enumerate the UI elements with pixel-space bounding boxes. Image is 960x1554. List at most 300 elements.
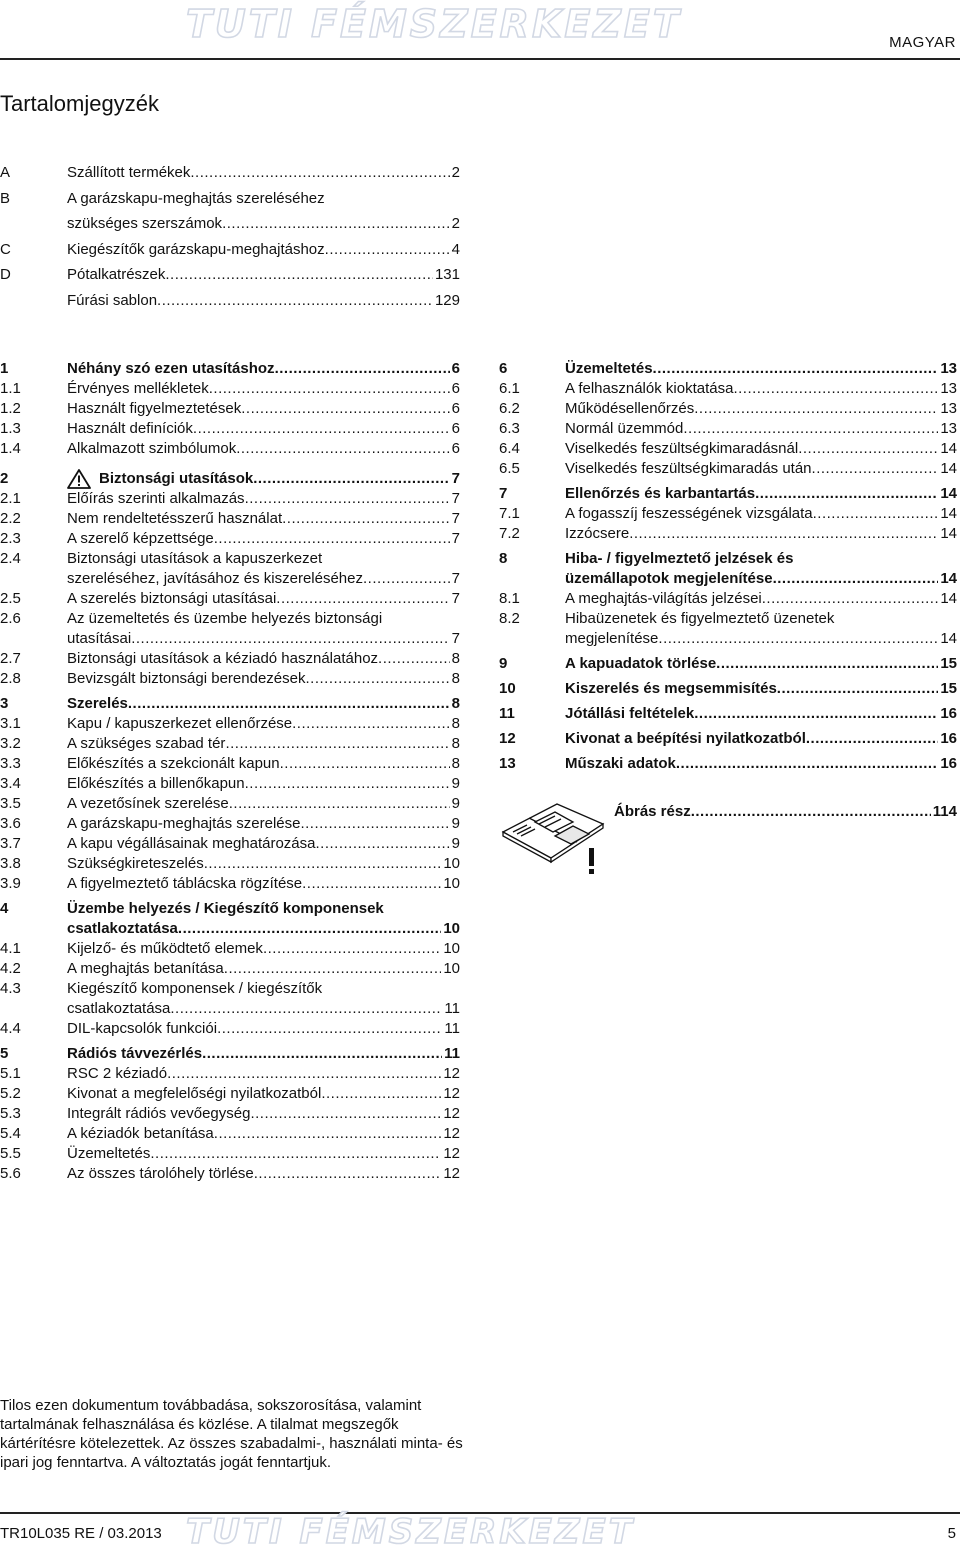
dot-leader	[321, 1084, 441, 1104]
dot-leader	[683, 419, 938, 439]
dot-leader	[733, 379, 938, 399]
toc-entry	[0, 649, 460, 669]
toc-entry-title: Integrált rádiós vevőegység	[67, 1105, 251, 1122]
dot-leader	[762, 589, 939, 609]
toc-entry	[0, 529, 460, 549]
toc-entry-title: Biztonsági utasítások	[99, 470, 254, 487]
toc-entry-title: A felhasználók kioktatása	[565, 380, 734, 397]
dot-leader	[128, 694, 450, 714]
toc-entry-title: Előkészítés a billenőkapun	[67, 775, 245, 792]
toc-entry-title: Üzemeltetés	[565, 360, 653, 377]
toc-entry-number: C	[0, 240, 11, 258]
toc-entry-page: 8	[451, 715, 460, 732]
toc-entry-number: 3	[0, 695, 9, 712]
toc-entry	[499, 704, 957, 724]
toc-entry-title: Az üzemeltetés és üzembe helyezés biztonsági	[67, 610, 383, 627]
toc-entry	[0, 549, 460, 589]
toc-entry-number: 4.1	[0, 940, 21, 957]
toc-entry-number: 5.2	[0, 1085, 21, 1102]
warning-triangle-icon	[67, 469, 91, 489]
dot-leader	[378, 649, 450, 669]
toc-entry-number: 5.3	[0, 1105, 21, 1122]
dot-leader	[263, 939, 441, 959]
toc-entry-number: 6.2	[499, 400, 520, 417]
toc-entry-number: 3.4	[0, 775, 21, 792]
dot-leader	[241, 399, 449, 419]
dot-leader	[245, 489, 450, 509]
toc-entry-number: 8	[499, 550, 508, 567]
toc-entry-number: B	[0, 189, 11, 207]
toc-entry-title: Rádiós távvezérlés	[67, 1045, 203, 1062]
toc-entry	[499, 729, 957, 749]
toc-entry-title: Használt definíciók	[67, 420, 193, 437]
figure-section-book-icon	[499, 796, 609, 878]
toc-entry-page: 8	[451, 735, 460, 752]
toc-entry-title: Az összes tárolóhely törlése	[67, 1165, 254, 1182]
toc-entry-number: 4	[0, 900, 9, 917]
toc-entry	[0, 1164, 460, 1184]
toc-entry-page: 9	[451, 795, 460, 812]
toc-entry-title: Kivonat a megfelelőségi nyilatkozatból	[67, 1085, 322, 1102]
toc-right-column	[499, 359, 957, 774]
toc-entry-title: Néhány szó ezen utasításhoz	[67, 360, 275, 377]
toc-entry	[0, 1144, 460, 1164]
toc-entry-number: 6.4	[499, 440, 520, 457]
toc-entry-page: 8	[451, 670, 460, 687]
toc-entry-page: 14	[940, 460, 957, 477]
toc-entry-title: A fogasszíj feszességének vizsgálata	[565, 505, 813, 522]
toc-entry-page: 12	[443, 1125, 460, 1142]
toc-entry	[0, 834, 460, 854]
dot-leader	[325, 237, 450, 263]
toc-entry-title: A kéziadók betanítása	[67, 1125, 214, 1142]
toc-entry-title: megjelenítése	[565, 630, 659, 647]
toc-entry	[499, 609, 957, 649]
toc-entry-title: Jótállási feltételek	[565, 705, 695, 722]
toc-entry-page: 6	[451, 440, 460, 457]
figure-section-entry	[614, 802, 957, 822]
language-label: MAGYAR	[889, 34, 956, 51]
toc-entry-number: A	[0, 164, 11, 181]
toc-entry	[0, 754, 460, 774]
dot-leader	[629, 524, 938, 544]
toc-entry-title: Kivonat a beépítési nyilatkozatból	[565, 730, 806, 747]
toc-entry	[0, 1019, 460, 1039]
toc-entry-page: 129	[434, 291, 460, 309]
toc-entry-number: 6.3	[499, 420, 520, 437]
header-rule	[0, 58, 960, 60]
toc-entry-title: Nem rendeltetésszerű használat	[67, 510, 283, 527]
toc-entry-number: 3.2	[0, 735, 21, 752]
toc-entry-number: 1.1	[0, 380, 21, 397]
toc-entry-page: 11	[444, 1045, 460, 1062]
dot-leader	[363, 569, 450, 589]
dot-leader	[214, 529, 450, 549]
dot-leader	[302, 874, 441, 894]
toc-entry-title: A szerelő képzettsége	[67, 530, 214, 547]
toc-entry-title: Kiegészítő komponensek / kiegészítők	[67, 980, 323, 997]
toc-entry-page: 14	[940, 570, 957, 587]
toc-entry	[499, 484, 957, 504]
dot-leader	[165, 262, 433, 288]
toc-entry-number: 2.4	[0, 550, 21, 567]
dot-leader	[131, 629, 449, 649]
toc-entry-title: Pótalkatrészek	[67, 266, 166, 283]
toc-entry-number: 2.2	[0, 510, 21, 527]
toc-entry-title: Biztonsági utasítások a kéziadó használatához	[67, 650, 379, 667]
toc-entry-number: 8.1	[499, 590, 520, 607]
watermark-bottom: TUTI FÉMSZERKEZET	[186, 1512, 635, 1552]
toc-entry-page: 16	[940, 730, 957, 747]
toc-entry-page: 6	[451, 360, 460, 377]
toc-left-column	[0, 359, 460, 1184]
dot-leader	[316, 834, 450, 854]
toc-entry	[0, 874, 460, 894]
dot-leader	[253, 469, 449, 489]
dot-leader	[694, 399, 938, 419]
toc-entry-page: 14	[940, 485, 957, 502]
dot-leader	[676, 754, 938, 774]
dot-leader	[773, 569, 939, 589]
toc-entry-page: 10	[443, 960, 460, 977]
dot-leader	[300, 814, 449, 834]
toc-entry-title: RSC 2 kéziadó	[67, 1065, 168, 1082]
toc-entry-number: 3.6	[0, 815, 21, 832]
dot-leader	[202, 1044, 442, 1064]
toc-entry	[0, 939, 460, 959]
toc-entry-title: Előkészítés a szekcionált kapun	[67, 755, 280, 772]
toc-entry-number: 3.7	[0, 835, 21, 852]
toc-entry-number: 2.3	[0, 530, 21, 547]
toc-entry	[0, 489, 460, 509]
toc-entry-page: 15	[940, 655, 957, 672]
toc-entry-number: 13	[499, 755, 516, 772]
toc-entry-title: Kijelző- és működtető elemek	[67, 940, 263, 957]
toc-entry	[0, 959, 460, 979]
toc-entry-number: 5.5	[0, 1145, 21, 1162]
toc-entry-title: DIL-kapcsolók funkciói	[67, 1020, 218, 1037]
toc-entry-page: 12	[443, 1145, 460, 1162]
watermark-top: TUTI FÉMSZERKEZET	[186, 2, 682, 46]
toc-entry-number: 1.3	[0, 420, 21, 437]
toc-entry-title: Szerelés	[67, 695, 128, 712]
toc-entry	[499, 439, 957, 459]
dot-leader	[305, 669, 449, 689]
toc-entry-title: A kapuadatok törlése	[565, 655, 717, 672]
page-number: 5	[947, 1525, 956, 1542]
copyright-note: Tilos ezen dokumentum továbbadása, sokszorosítása, valamint tartalmának felhasználása és közlése. A tilalmat megszegők kártérítésre kötelezettek. Az összes szabadalmi-, használati minta- és ipari jog fenntartva. A változtatás jogát fenntartjuk.	[0, 1397, 463, 1471]
dot-leader	[806, 729, 938, 749]
toc-entry-title: Üzembe helyezés / Kiegészítő komponensek	[67, 900, 384, 917]
toc-entry-title: Kiszerelés és megsemmisítés	[565, 680, 777, 697]
toc-entry-page: 12	[443, 1105, 460, 1122]
toc-entry	[0, 262, 460, 288]
dot-leader	[280, 754, 450, 774]
toc-entry-number: 3.8	[0, 855, 21, 872]
toc-entry-title: A szükséges szabad tér	[67, 735, 226, 752]
toc-entry-page: 13	[940, 400, 957, 417]
toc-entry	[0, 509, 460, 529]
toc-entry-page: 9	[451, 815, 460, 832]
toc-entry	[0, 1104, 460, 1124]
dot-leader	[694, 704, 938, 724]
toc-entry-number: 5.1	[0, 1065, 21, 1082]
toc-entry-number: 12	[499, 730, 516, 747]
toc-entry-title: csatlakoztatása	[67, 1000, 171, 1017]
toc-entry	[0, 694, 460, 714]
toc-entry-page: 4	[451, 240, 460, 258]
toc-entry	[499, 589, 957, 609]
toc-entry-title: Üzemeltetés	[67, 1145, 151, 1162]
toc-entry	[0, 609, 460, 649]
dot-leader	[250, 1104, 441, 1124]
toc-entry-page: 8	[451, 695, 460, 712]
toc-entry-page: 12	[443, 1085, 460, 1102]
toc-entry	[499, 504, 957, 524]
toc-entry-page: 11	[444, 1020, 460, 1037]
toc-entry	[0, 1044, 460, 1064]
toc-entry-page: 14	[940, 440, 957, 457]
toc-entry	[499, 419, 957, 439]
toc-entry-page: 8	[451, 650, 460, 667]
dot-leader	[245, 774, 450, 794]
dot-leader	[225, 734, 449, 754]
toc-entry-title: Hiba- / figyelmeztető jelzések és	[565, 550, 794, 567]
dot-leader	[167, 1064, 441, 1084]
dot-leader	[224, 959, 442, 979]
dot-leader	[193, 419, 450, 439]
dot-leader	[812, 459, 939, 479]
toc-entry-title: Biztonsági utasítások a kapuszerkezet	[67, 550, 323, 567]
toc-entry-title: A figyelmeztető táblácska rögzítése	[67, 875, 303, 892]
toc-entry-number: 5	[0, 1045, 9, 1062]
toc-entry-number: 1.2	[0, 400, 21, 417]
toc-entry-title: csatlakoztatása	[67, 920, 178, 937]
exclamation-icon	[589, 848, 594, 874]
toc-entry-title: utasításai	[67, 630, 132, 647]
toc-entry	[0, 160, 460, 186]
toc-entry-page: 6	[451, 400, 460, 417]
toc-entry-number: 2.8	[0, 670, 21, 687]
dot-leader	[178, 919, 441, 939]
toc-entry-title: Kapu / kapuszerkezet ellenőrzése	[67, 715, 293, 732]
toc-entry-number: 2	[0, 470, 9, 487]
toc-entry-title: Szállított termékek	[67, 164, 191, 181]
toc-entry-number: 7	[499, 485, 508, 502]
toc-entry-number: 5.6	[0, 1165, 21, 1182]
toc-entry-title: Ellenőrzés és karbantartás	[565, 485, 756, 502]
toc-front-matter	[0, 160, 460, 313]
toc-entry-title: Viselkedés feszültségkimaradás után	[565, 460, 812, 477]
toc-entry-title: szükséges szerszámok	[67, 215, 223, 232]
toc-entry-page: 2	[451, 215, 460, 232]
toc-entry-title: Fúrási sablon	[67, 291, 158, 309]
toc-entry	[0, 288, 460, 314]
toc-entry-title: A szerelés biztonsági utasításai	[67, 590, 277, 607]
toc-entry	[499, 459, 957, 479]
toc-entry-number: 3.5	[0, 795, 21, 812]
toc-entry-number: 3.9	[0, 875, 21, 892]
toc-entry	[0, 1064, 460, 1084]
toc-entry-title: Hibaüzenetek és figyelmeztető üzenetek	[565, 610, 835, 627]
toc-entry-page: 14	[940, 525, 957, 542]
toc-entry-page: 9	[451, 775, 460, 792]
toc-entry-number: 3.3	[0, 755, 21, 772]
toc-entry-title: Normál üzemmód	[565, 420, 684, 437]
toc-entry	[0, 359, 460, 379]
toc-entry-page: 2	[451, 164, 460, 181]
toc-entry-page: 7	[451, 510, 460, 527]
toc-entry	[0, 186, 460, 237]
toc-entry-number: 4.2	[0, 960, 21, 977]
dot-leader	[282, 509, 450, 529]
toc-entry-title: szereléséhez, javításához és kiszereléséhez	[67, 570, 363, 587]
toc-entry-page: 13	[940, 360, 957, 377]
toc-entry-number: 6.1	[499, 380, 520, 397]
toc-entry-title: Műszaki adatok	[565, 755, 676, 772]
toc-entry-page: 13	[940, 420, 957, 437]
toc-entry	[0, 794, 460, 814]
page-title: Tartalomjegyzék	[0, 91, 159, 116]
toc-entry-number: D	[0, 266, 11, 283]
toc-entry-page: 7	[451, 630, 460, 647]
toc-entry-page: 10	[443, 920, 460, 937]
dot-leader	[157, 288, 433, 314]
toc-entry-number: 4.3	[0, 980, 21, 997]
dot-leader	[813, 504, 939, 524]
toc-entry-number: 3.1	[0, 715, 21, 732]
dot-leader	[254, 1164, 442, 1184]
toc-entry	[0, 774, 460, 794]
toc-entry-page: 8	[451, 755, 460, 772]
toc-entry	[499, 359, 957, 379]
dot-leader	[658, 629, 938, 649]
toc-entry-number: 2.5	[0, 590, 21, 607]
toc-entry-page: 7	[451, 530, 460, 547]
toc-entry-title: Alkalmazott szimbólumok	[67, 440, 237, 457]
toc-entry	[0, 979, 460, 1019]
toc-entry-title: A meghajtás betanítása	[67, 960, 224, 977]
toc-entry-title: Előírás szerinti alkalmazás	[67, 490, 245, 507]
toc-entry-page: 10	[443, 940, 460, 957]
toc-entry-page: 9	[451, 835, 460, 852]
toc-entry	[0, 237, 460, 263]
toc-entry-page: 10	[443, 875, 460, 892]
toc-entry-title: Bevizsgált biztonsági berendezések	[67, 670, 306, 687]
toc-entry-title: Használt figyelmeztetések	[67, 400, 242, 417]
toc-entry	[499, 379, 957, 399]
toc-entry-page: 10	[443, 855, 460, 872]
toc-entry-number: 6	[499, 360, 508, 377]
dot-leader	[217, 1019, 442, 1039]
document-id: TR10L035 RE / 03.2013	[0, 1525, 162, 1542]
toc-entry	[499, 549, 957, 589]
toc-entry-number: 9	[499, 655, 508, 672]
toc-entry-page: 12	[443, 1165, 460, 1182]
dot-leader	[777, 679, 939, 699]
toc-entry	[499, 524, 957, 544]
dot-leader	[150, 1144, 441, 1164]
toc-entry-title: Szükségkireteszelés	[67, 855, 204, 872]
toc-entry-title: A garázskapu-meghajtás szereléséhez	[67, 189, 325, 207]
dot-leader	[275, 359, 450, 379]
dot-leader	[214, 1124, 442, 1144]
toc-entry	[0, 669, 460, 689]
figure-section-page: 114	[932, 803, 957, 820]
dot-leader	[170, 999, 442, 1019]
dot-leader	[222, 211, 450, 237]
toc-entry-page: 14	[940, 590, 957, 607]
toc-entry	[0, 714, 460, 734]
toc-entry-page: 7	[451, 490, 460, 507]
toc-entry-page: 6	[451, 380, 460, 397]
toc-entry-title: A garázskapu-meghajtás szerelése	[67, 815, 301, 832]
toc-entry-number: 1	[0, 360, 9, 377]
toc-entry	[0, 1124, 460, 1144]
toc-entry	[0, 814, 460, 834]
toc-entry-title: Izzócsere	[565, 525, 630, 542]
toc-entry-title: üzemállapotok megjelenítése	[565, 570, 773, 587]
dot-leader	[276, 589, 449, 609]
toc-entry-number: 2.7	[0, 650, 21, 667]
toc-entry	[0, 439, 460, 459]
toc-entry-page: 16	[940, 705, 957, 722]
toc-entry-number: 11	[499, 705, 515, 722]
toc-entry	[499, 654, 957, 674]
figure-section-label: Ábrás rész	[614, 803, 691, 820]
toc-entry-number: 1.4	[0, 440, 21, 457]
toc-entry	[0, 734, 460, 754]
toc-entry-number: 2.6	[0, 610, 21, 627]
toc-entry-page: 131	[434, 266, 460, 283]
toc-entry-page: 12	[443, 1065, 460, 1082]
dot-leader	[292, 714, 450, 734]
toc-entry-number: 4.4	[0, 1020, 21, 1037]
toc-entry-title: Érvényes mellékletek	[67, 380, 209, 397]
toc-entry-page: 6	[451, 420, 460, 437]
dot-leader	[190, 160, 449, 186]
toc-entry-number: 5.4	[0, 1125, 21, 1142]
dot-leader	[755, 484, 938, 504]
toc-entry	[0, 854, 460, 874]
toc-entry-title: Kiegészítők garázskapu-meghajtáshoz	[67, 240, 325, 258]
toc-entry-number: 7.2	[499, 525, 520, 542]
toc-entry-title: Működésellenőrzés	[565, 400, 695, 417]
toc-entry-page: 13	[940, 380, 957, 397]
toc-entry-page: 14	[940, 630, 957, 647]
toc-entry-page: 11	[444, 1000, 460, 1017]
toc-entry-number: 2.1	[0, 490, 21, 507]
toc-entry-number: 8.2	[499, 610, 520, 627]
toc-entry	[499, 399, 957, 419]
toc-entry	[0, 899, 460, 939]
toc-entry	[0, 1084, 460, 1104]
toc-entry-page: 7	[451, 570, 460, 587]
dot-leader	[236, 439, 449, 459]
dot-leader	[229, 794, 450, 814]
toc-entry-number: 7.1	[499, 505, 520, 522]
toc-entry	[0, 399, 460, 419]
toc-entry	[499, 754, 957, 774]
toc-entry	[0, 379, 460, 399]
toc-entry-title: A meghajtás-világítás jelzései	[565, 590, 762, 607]
toc-entry-page: 7	[451, 470, 460, 487]
toc-entry-page: 7	[451, 590, 460, 607]
toc-entry-number: 10	[499, 680, 516, 697]
toc-entry	[0, 469, 460, 489]
toc-entry	[0, 589, 460, 609]
toc-entry-title: A kapu végállásainak meghatározása	[67, 835, 316, 852]
